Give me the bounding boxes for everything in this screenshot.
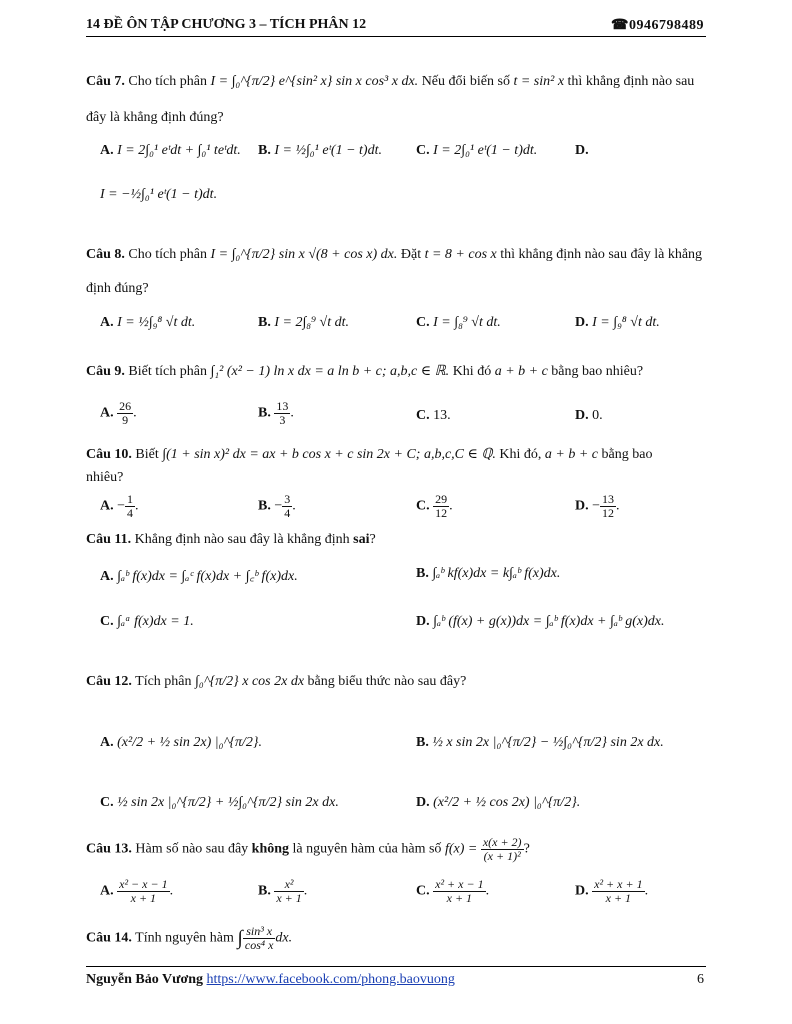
- q7-option-b: B. I = ½∫₀¹ eᵗ(1 − t)dt.: [258, 143, 382, 158]
- q13-option-c: C. $\frac{\text{x² + x − 1}}{x + 1}$ .: [416, 877, 490, 905]
- footer-rule: [86, 966, 706, 967]
- q8-option-c: C. I = ∫₈⁹ √t dt.: [416, 315, 501, 330]
- q11-option-b: B. ∫ₐᵇ kf(x)dx = k∫ₐᵇ f(x)dx.: [416, 566, 561, 581]
- q11-option-d: D. ∫ₐᵇ (f(x) + g(x))dx = ∫ₐᵇ f(x)dx + ∫ₐᵇ g(x)dx.: [416, 614, 665, 629]
- question-14: Câu 14. Tính nguyên hàm ∫ $\frac{\text{sin³ x}}{\text{cos⁴ x}}$ dx.: [86, 924, 293, 952]
- q7-option-d: I = −½∫₀¹ eᵗ(1 − t)dt.: [100, 187, 218, 202]
- q9-option-a: A. $\frac{26}{9}$ .: [100, 399, 137, 427]
- q9-option-d: D. 0.: [575, 408, 603, 423]
- question-7-cont: đây là khẳng định đúng?: [86, 110, 224, 125]
- phone-number: ☎0946798489: [611, 18, 704, 33]
- author-name: Nguyễn Bảo Vương: [86, 972, 204, 987]
- question-9: Câu 9. Biết tích phân ∫₁² (x² − 1) ln x dx = a ln b + c; a,b,c ∈ ℝ. Khi đó a + b + c bằng bao nhiêu?: [86, 364, 644, 379]
- q10-option-c: C. $\frac{29}{12}$ .: [416, 492, 453, 520]
- question-10: Câu 10. Biết ∫(1 + sin x)² dx = ax + b cos x + c sin 2x + C; a,b,c,C ∈ ℚ. Khi đó, a + b + c bằng bao: [86, 447, 653, 462]
- q13-option-a: A. $\frac{\text{x² − x − 1}}{x + 1}$ .: [100, 877, 174, 905]
- document-title: 14 ĐỀ ÔN TẬP CHƯƠNG 3 – TÍCH PHÂN 12: [86, 17, 367, 32]
- q8-option-b: B. I = 2∫₈⁹ √t dt.: [258, 315, 349, 330]
- question-13: Câu 13. Hàm số nào sau đây không là nguyên hàm của hàm số f(x) = $\frac{x(x + 2)}{\text{(x + 1)²}}$ ?: [86, 835, 530, 863]
- facebook-link[interactable]: https://www.facebook.com/phong.baovuong: [206, 972, 455, 987]
- q12-option-a: A. (x²/2 + ½ sin 2x) |₀^{π/2}.: [100, 735, 262, 750]
- q11-option-c: C. ∫ₐᵃ f(x)dx = 1.: [100, 614, 194, 629]
- q12-option-b: B. ½ x sin 2x |₀^{π/2} − ½∫₀^{π/2} sin 2x dx.: [416, 735, 664, 750]
- q8-option-a: A. I = ½∫₉⁸ √t dt.: [100, 315, 196, 330]
- q7-option-a: A. I = 2∫₀¹ eᵗdt + ∫₀¹ teᵗdt.: [100, 143, 241, 158]
- q9-option-b: B. $\frac{13}{3}$ .: [258, 399, 294, 427]
- q12-option-d: D. (x²/2 + ½ cos 2x) |₀^{π/2}.: [416, 795, 581, 810]
- header-rule: [86, 36, 706, 37]
- question-12: Câu 12. Tích phân ∫₀^{π/2} x cos 2x dx bằng biểu thức nào sau đây?: [86, 674, 467, 689]
- question-7: Câu 7. Cho tích phân I = ∫₀^{π/2} e^{sin² x} sin x cos³ x dx. Nếu đổi biến số t = sin² x thì khẳng định nào sau: [86, 74, 695, 89]
- question-11: Câu 11. Khẳng định nào sau đây là khẳng định sai?: [86, 532, 376, 547]
- q7-option-c: C. I = 2∫₀¹ eᵗ(1 − t)dt.: [416, 143, 538, 158]
- q10-option-d: D. − $\frac{13}{12}$ .: [575, 492, 620, 520]
- q9-option-c: C. 13.: [416, 408, 451, 423]
- q10-option-a: A. − $\frac{1}{4}$ .: [100, 492, 139, 520]
- q7-option-d-key: D.: [575, 143, 589, 158]
- q11-option-a: A. ∫ₐᵇ f(x)dx = ∫ₐᶜ f(x)dx + ∫꜀ᵇ f(x)dx.: [100, 569, 298, 584]
- q13-option-b: B. $\frac{\text{x²}}{x + 1}$ .: [258, 877, 308, 905]
- page-number: 6: [697, 972, 704, 987]
- footer-author: [86, 972, 455, 988]
- q13-option-d: D. $\frac{\text{x² + x + 1}}{x + 1}$ .: [575, 877, 649, 905]
- q10-option-b: B. − $\frac{3}{4}$ .: [258, 492, 296, 520]
- question-10-cont: nhiêu?: [86, 470, 124, 485]
- q8-option-d: D. I = ∫₉⁸ √t dt.: [575, 315, 660, 330]
- question-8-cont: định đúng?: [86, 281, 149, 296]
- question-8: Câu 8. Cho tích phân I = ∫₀^{π/2} sin x √(8 + cos x) dx. Đặt t = 8 + cos x thì khẳng định nào sau đây là khẳng: [86, 247, 703, 262]
- q12-option-c: C. ½ sin 2x |₀^{π/2} + ½∫₀^{π/2} sin 2x dx.: [100, 795, 339, 810]
